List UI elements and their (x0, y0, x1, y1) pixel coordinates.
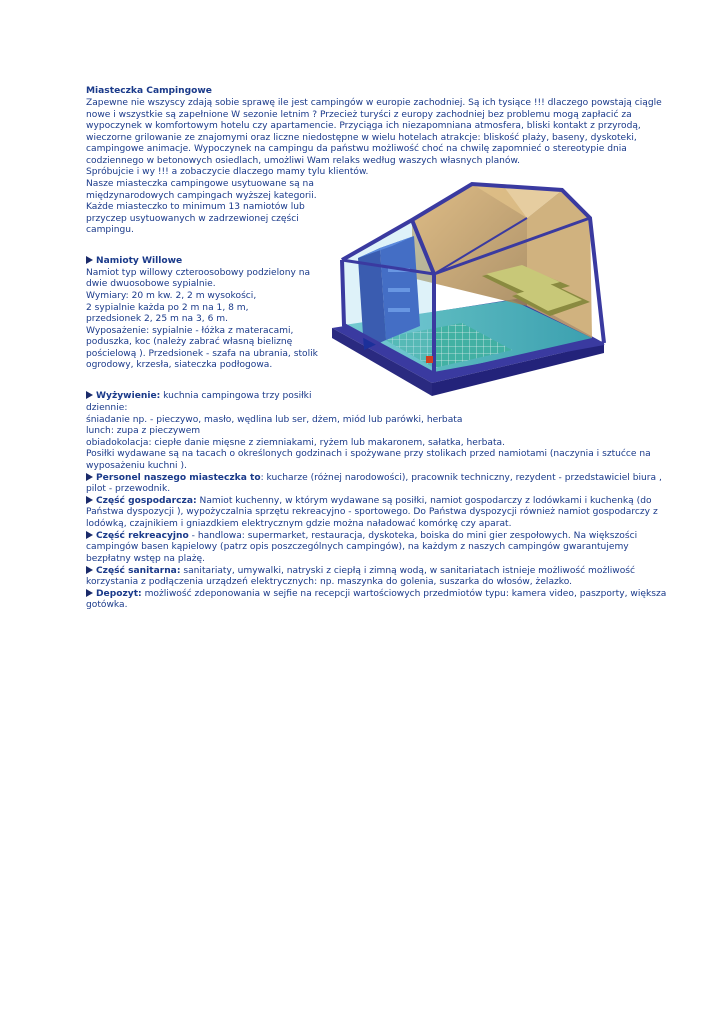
intro-line: Spróbujcie i wy !!! a zobaczycie dlaczego mamy tylu klientów. (86, 167, 369, 177)
arrow-bullet-icon (86, 531, 93, 539)
arrow-bullet-icon (86, 473, 93, 481)
intro-line: Nasze miasteczka campingowe usytuowane są na (86, 179, 314, 189)
wyzywienie-text: kuchnia campingowa trzy posiłki (160, 391, 312, 401)
namioty-line: pościelową ). Przedsionek - szafa na ubrania, stolik (86, 349, 318, 359)
intro-line: przyczep usytuowanych w zadrzewionej części (86, 214, 299, 224)
namioty-line: przedsionek 2, 25 m na 3, 6 m. (86, 314, 228, 324)
depozyt-line: gotówka. (86, 600, 128, 610)
namioty-line: Namiot typ willowy czteroosobowy podzielony na (86, 268, 311, 278)
gospodarcza-label: Część gospodarcza: (96, 496, 197, 506)
sanitarna-text: sanitariaty, umywalki, natryski z ciepłą i zimną wodą, w sanitariatach istnieje możliwość możliwość (180, 566, 636, 576)
namioty-line: poduszka, koc (należy zabrać własną bieliznę (86, 337, 293, 347)
sanitarna-row (86, 566, 635, 578)
intro-line: campingu. (86, 225, 134, 235)
intro-line: Każde miasteczko to minimum 13 namiotów lub (86, 202, 305, 212)
wyzywienie-line: dziennie: (86, 403, 128, 413)
namioty-line: 2 sypialnie każda po 2 m na 1, 8 m, (86, 303, 249, 313)
intro-line: nowe i wszystkie są zapełnione W sezonie letnim ? Przecież turyści z europy zachodniej bez problemu mogą zapłacić za (86, 110, 632, 120)
personel-row (86, 473, 662, 485)
rekreacyjna-row (86, 531, 637, 543)
arrow-bullet-icon (86, 256, 93, 264)
rekreacyjna-line: bezpłatny wstęp na plażę. (86, 554, 206, 564)
arrow-bullet-icon (86, 589, 93, 597)
gospodarcza-text: Namiot kuchenny, w którym wydawane są posiłki, namiot gospodarczy z lodówkami i kuchenką (do (196, 496, 652, 506)
wyzywienie-line: Posiłki wydawane są na tacach o określonych godzinach i spożywane przy stolikach przed namiotami (naczynia i sztućce na (86, 449, 651, 459)
depozyt-label: Depozyt: (96, 589, 142, 599)
wyzywienie-line: wyposażeniu kuchni ). (86, 461, 187, 471)
rekreacyjna-label: Część rekreacyjno (96, 531, 189, 541)
depozyt-row (86, 589, 666, 601)
namioty-line: Wyposażenie: sypialnie - łóżka z materacami, (86, 326, 294, 336)
namioty-line: ogrodowy, krzesła, siateczka podłogowa. (86, 360, 273, 370)
intro-line: wieczorne grilowanie ze znajomymi oraz liczne niedostępne w wielu hotelach atrakcje: bliskość plaży, baseny, dyskoteki, (86, 133, 637, 143)
arrow-bullet-icon (86, 566, 93, 574)
rekreacyjna-line: campingów basen kąpielowy (patrz opis poszczególnych campingów), na każdym z naszych campingów gwarantujemy (86, 542, 629, 552)
intro-line: Zapewne nie wszyscy zdają sobie sprawę ile jest campingów w europie zachodniej. Są ich tysiące !!! dlaczego powstają ciągle (86, 98, 662, 108)
sanitarna-label: Część sanitarna: (96, 566, 181, 576)
wyzywienie-line: obiadokolacja: ciepłe danie mięsne z ziemniakami, ryżem lub makaronem, sałatka, herbata. (86, 438, 505, 448)
gospodarcza-line: Państwa dyspozycji ), wypożyczalnia sprzętu rekreacyjno - sportowego. Do Państwa dyspozycji również namiot gospodarczy z (86, 507, 658, 517)
arrow-bullet-icon (86, 391, 93, 399)
wyzywienie-row (86, 391, 311, 403)
depozyt-text: możliwość zdeponowania w sejfie na recepcji wartościowych przedmiotów typu: kamera video, paszporty, większa (141, 589, 667, 599)
intro-line: campingowe animacje. Wypoczynek na campingu da państwu możliwość choć na chwilę zapomnieć o stereotypie dnia (86, 144, 627, 154)
rekreacyjna-text: - handlowa: supermarket, restauracja, dyskoteka, boiska do mini gier zespołowych. Na większości (188, 531, 638, 541)
intro-line: codziennego w betonowych osiedlach, umożliwi Wam relaks według waszych własnych planów. (86, 156, 520, 166)
sanitarna-line: korzystania z podłączenia urządzeń elektrycznych: np. maszynka do golenia, suszarka do włosów, żelazko. (86, 577, 573, 587)
intro-line: międzynarodowych campingach wyższej kategorii. (86, 191, 317, 201)
gospodarcza-row (86, 496, 652, 508)
namioty-line: dwie dwuosobowe sypialnie. (86, 279, 216, 289)
intro-line: wypoczynek w komfortowym hotelu czy apartamencie. Przyciąga ich niezapomniana atmosfera, bliski kontakt z przyrodą, (86, 121, 641, 131)
namioty-heading-row (86, 256, 182, 268)
personel-text: : kucharze (różnej narodowości), pracownik techniczny, rezydent - przedstawiciel biura , (260, 473, 662, 483)
namioty-line: Wymiary: 20 m kw. 2, 2 m wysokości, (86, 291, 257, 301)
namioty-heading: Namioty Willowe (96, 256, 183, 266)
tent-illustration (322, 178, 614, 403)
personel-line: pilot - przewodnik. (86, 484, 171, 494)
personel-label: Personel naszego miasteczka to (96, 473, 261, 483)
wyzywienie-line: śniadanie np. - pieczywo, masło, wędlina lub ser, dżem, miód lub parówki, herbata (86, 415, 463, 425)
wyzywienie-line: lunch: zupa z pieczywem (86, 426, 201, 436)
page-title: Miasteczka Campingowe (86, 86, 212, 96)
gospodarcza-line: lodówką, czajnikiem i gniazdkiem elektrycznym gdzie można naładować komórkę czy aparat. (86, 519, 512, 529)
wyzywienie-label: Wyżywienie: (96, 391, 161, 401)
arrow-bullet-icon (86, 496, 93, 504)
